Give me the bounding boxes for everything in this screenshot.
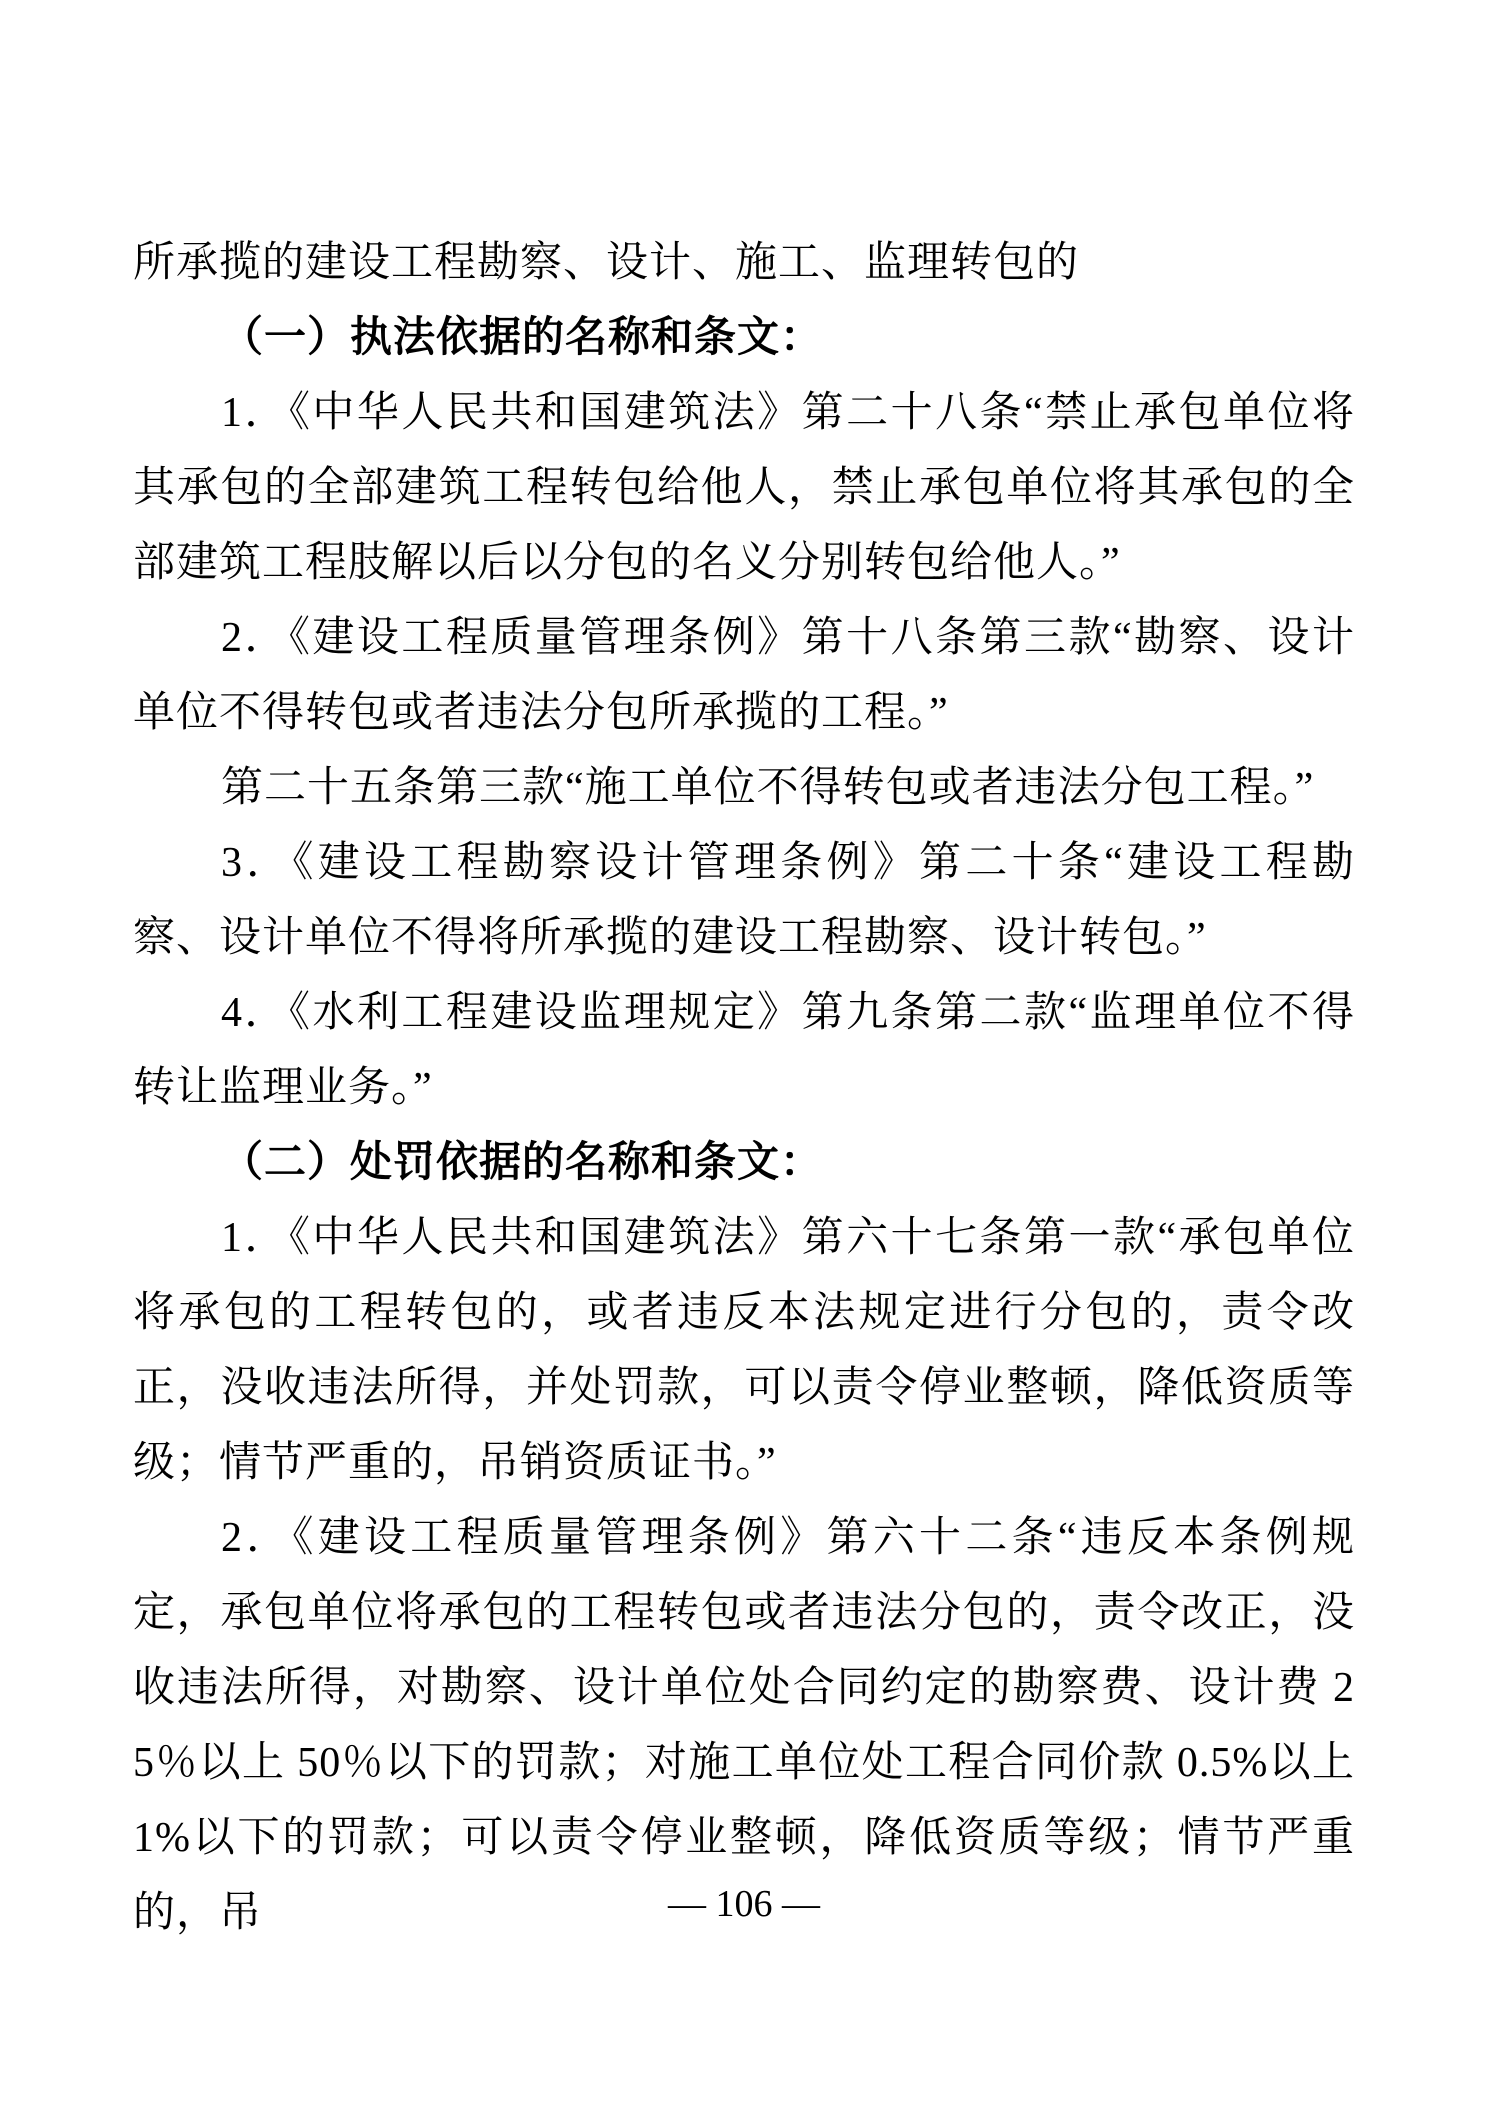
page-number: — 106 — [668, 1883, 820, 1925]
paragraph: 4．《水利工程建设监理规定》第九条第二款“监理单位不得转让监理业务。” [133, 990, 1355, 1111]
continuation-paragraph: 所承揽的建设工程勘察、设计、施工、监理转包的 [133, 240, 1080, 286]
paragraph: 2．《建设工程质量管理条例》第十八条第三款“勘察、设计单位不得转包或者违法分包所承揽的工程。” [133, 615, 1355, 736]
paragraph: 2．《建设工程质量管理条例》第六十二条“违反本条例规定，承包单位将承包的工程转包或者违法分包的，责令改正，没收违法所得，对勘察、设计单位处合同约定的勘察费、设计费 25％以上 50％以下的罚款；对施工单位处工程合同价款 0.5%以上 1%以下的罚款；可以责令停业整顿，降低资质等级；情节严重的，吊 [133, 1515, 1355, 1936]
paragraph: 1．《中华人民共和国建筑法》第六十七条第一款“承包单位将承包的工程转包的，或者违反本法规定进行分包的，责令改正，没收违法所得，并处罚款，可以责令停业整顿，降低资质等级；情节严重的，吊销资质证书。” [133, 1215, 1355, 1486]
section-heading-1: （一）执法依据的名称和条文： [221, 315, 824, 361]
paragraph: 第二十五条第三款“施工单位不得转包或者违法分包工程。” [221, 765, 1315, 811]
section-heading-2: （二）处罚依据的名称和条文： [221, 1140, 824, 1186]
text-block [133, 226, 1355, 1951]
paragraph: 3．《建设工程勘察设计管理条例》第二十条“建设工程勘察、设计单位不得将所承揽的建设工程勘察、设计转包。” [133, 840, 1355, 961]
paragraph: 1．《中华人民共和国建筑法》第二十八条“禁止承包单位将其承包的全部建筑工程转包给他人，禁止承包单位将其承包的全部建筑工程肢解以后以分包的名义分别转包给他人。” [133, 390, 1355, 586]
